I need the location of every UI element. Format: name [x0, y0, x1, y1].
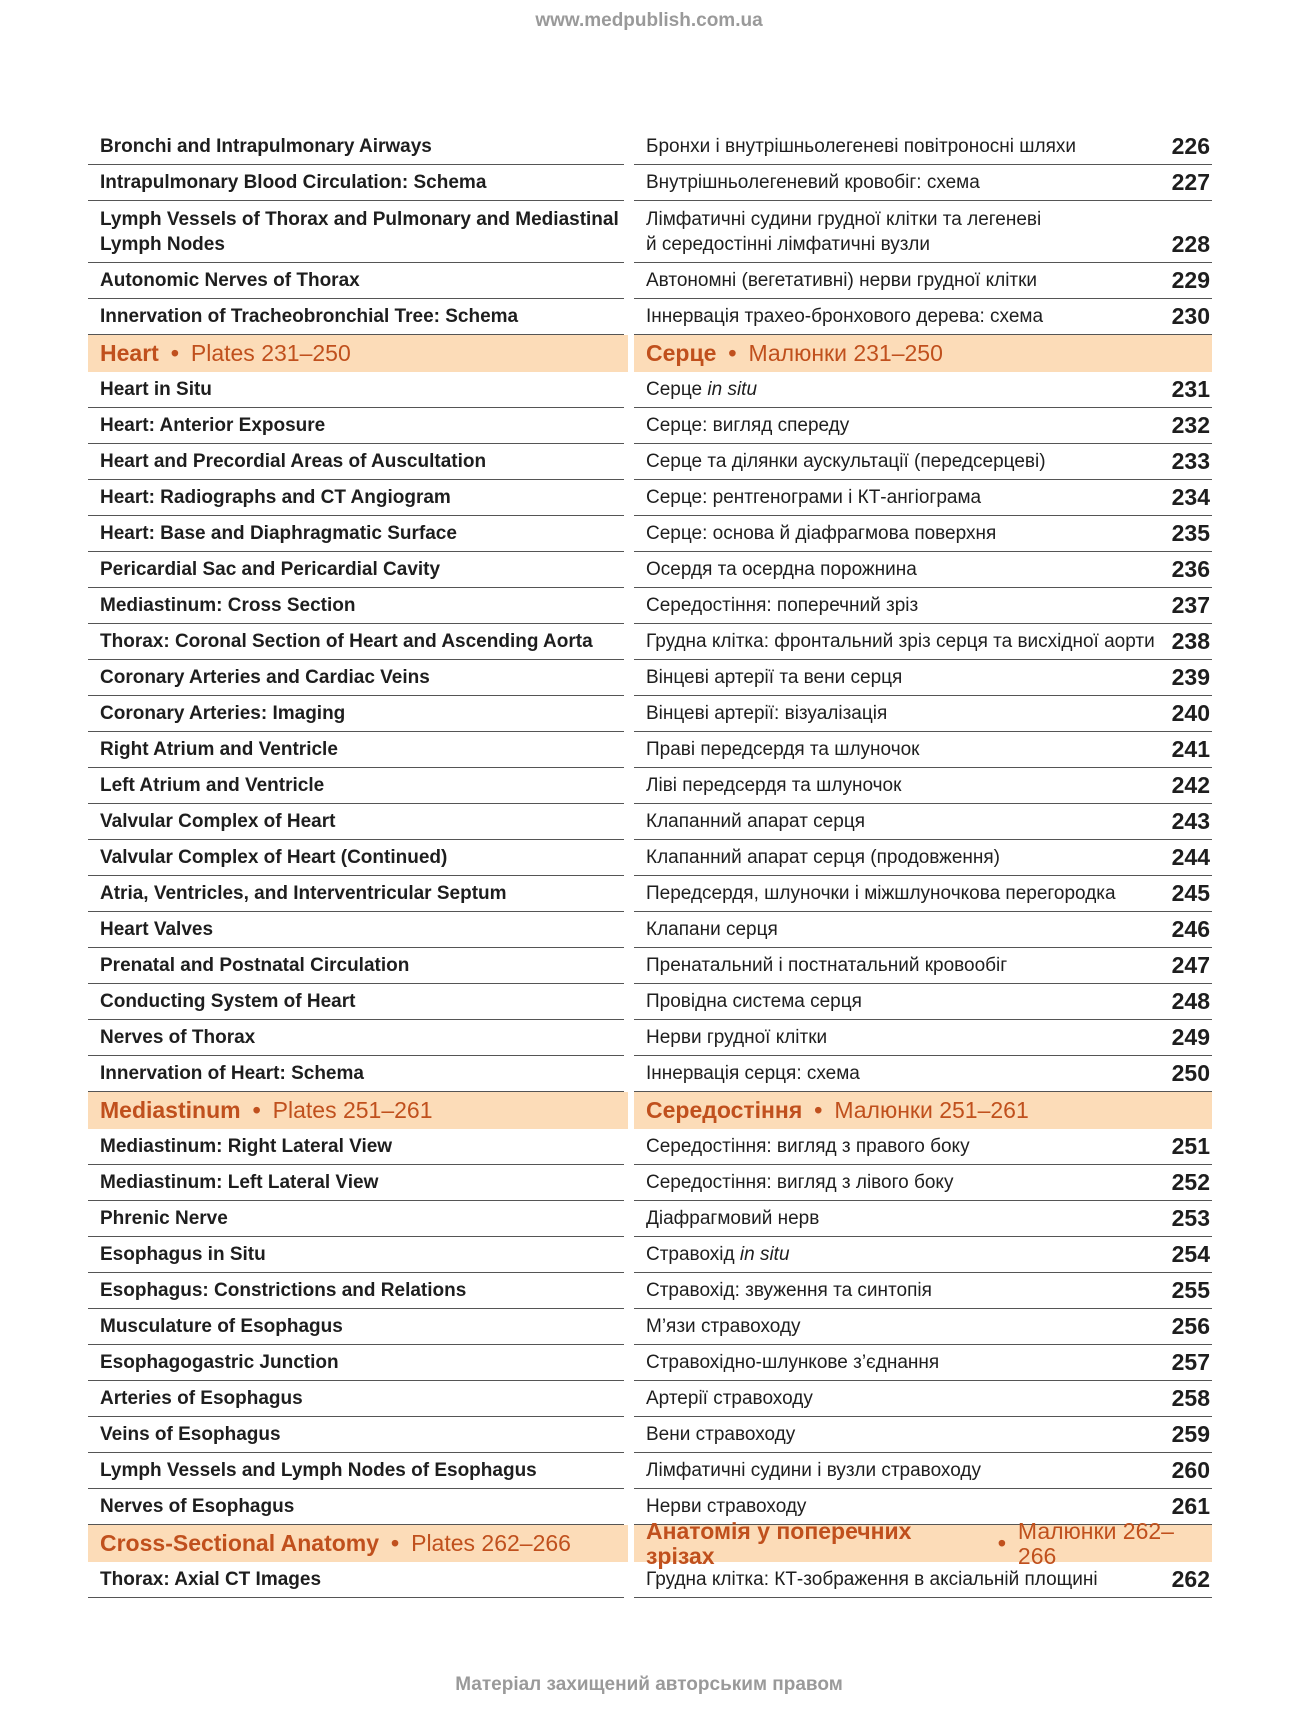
toc-entry-row	[88, 1201, 1212, 1237]
entry-title-en	[88, 1056, 624, 1092]
entry-title-en-text: Heart Valves	[100, 919, 214, 940]
entry-title-uk-text: Серце	[646, 379, 703, 400]
entry-title-uk	[634, 984, 1212, 1020]
section-header-row	[88, 1517, 1212, 1569]
entry-title-en	[88, 408, 624, 444]
entry-title-uk	[634, 876, 1212, 912]
page-number: 244	[1171, 844, 1210, 870]
entry-title-en-text: Mediastinum: Left Lateral View	[100, 1172, 379, 1193]
page-number: 227	[1171, 169, 1210, 195]
entry-title-uk-text: Стравохід: звуження та синтопія	[646, 1280, 932, 1301]
section-title-en: Mediastinum	[100, 1097, 241, 1123]
entry-title-uk-text: Внутрішньолегеневий кровобіг: схема	[646, 172, 980, 193]
entry-title-en-text: Coronary Arteries and Cardiac Veins	[100, 667, 430, 688]
entry-title-en-text: Mediastinum: Cross Section	[100, 595, 356, 616]
toc-entry-row	[88, 1417, 1212, 1453]
entry-title-en-text: Conducting System of Heart	[100, 991, 356, 1012]
entry-title-en	[88, 948, 624, 984]
section-title-en: Cross-Sectional Anatomy	[100, 1530, 380, 1556]
page-number: 237	[1171, 592, 1210, 618]
entry-title-en-text: Bronchi and Intrapulmonary Airways	[100, 136, 432, 157]
page-number: 262	[1171, 1566, 1210, 1592]
entry-title-en	[88, 1201, 624, 1237]
entry-title-uk-text: Артерії стравоходу	[646, 1388, 813, 1409]
bullet-dot-icon: •	[391, 1530, 400, 1556]
bullet-dot-icon: •	[814, 1097, 823, 1123]
page-number: 250	[1171, 1060, 1210, 1086]
toc-entry-row	[88, 1381, 1212, 1417]
entry-title-uk	[634, 948, 1212, 984]
entry-title-en-text: Thorax: Coronal Section of Heart and Ascending Aorta	[100, 631, 593, 652]
entry-title-uk-text: М’язи стравоходу	[646, 1316, 801, 1337]
page-number: 232	[1171, 412, 1210, 438]
page-number: 239	[1171, 664, 1210, 690]
section-plates-uk: Малюнки 231–250	[748, 340, 943, 366]
entry-title-uk-text: Автономні (вегетативні) нерви грудної клітки	[646, 270, 1038, 291]
entry-title-uk-text: Вінцеві артерії: візуалізація	[646, 703, 888, 724]
entry-title-uk	[634, 165, 1212, 201]
entry-title-uk-text: Лімфатичні судини і вузли стравоходу	[646, 1460, 981, 1481]
entry-title-uk-text: Серце та ділянки аускультації (передсерцеві)	[646, 451, 1046, 472]
page-number: 229	[1171, 267, 1210, 293]
entry-title-uk	[634, 1417, 1212, 1453]
toc-entry-row	[88, 165, 1212, 201]
entry-title-en	[88, 1129, 624, 1165]
entry-title-en-text: Esophagogastric Junction	[100, 1352, 339, 1373]
entry-title-en	[88, 840, 624, 876]
entry-title-en	[88, 912, 624, 948]
section-header-row	[88, 1092, 1212, 1129]
entry-title-uk-text: Діафрагмовий нерв	[646, 1208, 820, 1229]
entry-title-uk-text: Клапанний апарат серця	[646, 811, 865, 832]
entry-title-en-text: Heart: Radiographs and CT Angiogram	[100, 487, 451, 508]
toc-entry-row	[88, 696, 1212, 732]
entry-title-uk-text: Клапанний апарат серця (продовження)	[646, 847, 1001, 868]
entry-title-uk-text: Серце: основа й діафрагмова поверхня	[646, 523, 997, 544]
page-number: 259	[1171, 1421, 1210, 1447]
section-plates-en: Plates 262–266	[411, 1530, 571, 1556]
entry-title-en-text: Coronary Arteries: Imaging	[100, 703, 346, 724]
entry-title-uk-text: Грудна клітка: фронтальний зріз серця та висхідної аорти	[646, 631, 1155, 652]
section-header-en	[88, 1525, 628, 1562]
entry-title-uk-line1: Лімфатичні судини грудної клітки та легеневі	[646, 209, 1042, 230]
toc-entry-row	[88, 1237, 1212, 1273]
entry-title-en	[88, 1345, 624, 1381]
section-plates-uk: Малюнки 251–261	[834, 1097, 1029, 1123]
page-number: 248	[1171, 988, 1210, 1014]
section-header-row	[88, 335, 1212, 372]
page-number: 243	[1171, 808, 1210, 834]
entry-title-en	[88, 444, 624, 480]
toc-entry-row	[88, 768, 1212, 804]
section-header-en	[88, 335, 628, 372]
bullet-dot-icon: •	[252, 1097, 261, 1123]
page-number: 251	[1171, 1133, 1210, 1159]
entry-title-uk	[634, 588, 1212, 624]
page-number: 256	[1171, 1313, 1210, 1339]
entry-title-en	[88, 1237, 624, 1273]
entry-title-uk-italic: in situ	[707, 379, 758, 400]
entry-title-en-text: Nerves of Esophagus	[100, 1496, 295, 1517]
entry-title-uk-text: Вінцеві артерії та вени серця	[646, 667, 903, 688]
entry-title-uk	[634, 696, 1212, 732]
entry-title-uk-text: Середостіння: поперечний зріз	[646, 595, 919, 616]
toc-entry-row	[88, 1056, 1212, 1092]
entry-title-uk	[634, 201, 1212, 263]
page-number: 247	[1171, 952, 1210, 978]
entry-title-uk-text: Осердя та осердна порожнина	[646, 559, 917, 580]
section-header-uk	[634, 1092, 1212, 1129]
entry-title-en	[88, 1562, 624, 1598]
entry-title-uk	[634, 1309, 1212, 1345]
entry-title-en-text: Atria, Ventricles, and Interventricular Septum	[100, 883, 507, 904]
entry-title-en-text: Heart in Situ	[100, 379, 212, 400]
page-number: 255	[1171, 1277, 1210, 1303]
entry-title-uk-text: Іннервація трахео-бронхового дерева: схема	[646, 306, 1044, 327]
section-header-uk	[634, 1517, 1212, 1569]
page-number: 230	[1171, 303, 1210, 329]
entry-title-uk	[634, 1381, 1212, 1417]
entry-title-uk	[634, 1453, 1212, 1489]
toc-entry-row	[88, 1273, 1212, 1309]
entry-title-en-text: Esophagus in Situ	[100, 1244, 266, 1265]
entry-title-en	[88, 1417, 624, 1453]
toc-entry-row	[88, 201, 1212, 263]
toc-entry-row	[88, 1453, 1212, 1489]
toc-entry-row	[88, 516, 1212, 552]
entry-title-en-text: Arteries of Esophagus	[100, 1388, 303, 1409]
entry-title-en-text: Pericardial Sac and Pericardial Cavity	[100, 559, 441, 580]
entry-title-en-text: Autonomic Nerves of Thorax	[100, 270, 360, 291]
entry-title-en	[88, 1020, 624, 1056]
section-plates-en: Plates 251–261	[272, 1097, 433, 1123]
toc-entry-row	[88, 588, 1212, 624]
entry-title-uk	[634, 408, 1212, 444]
entry-title-uk	[634, 480, 1212, 516]
entry-title-uk	[634, 1056, 1212, 1092]
entry-title-uk	[634, 372, 1212, 408]
entry-title-en-text: Left Atrium and Ventricle	[100, 775, 325, 796]
entry-title-en-text: Mediastinum: Right Lateral View	[100, 1136, 393, 1157]
toc-entry-row	[88, 1020, 1212, 1056]
section-header-uk	[634, 335, 1212, 372]
toc-entry-row	[88, 624, 1212, 660]
copyright-notice: Матеріал захищений авторським правом	[455, 1674, 843, 1695]
toc-entry-row	[88, 1309, 1212, 1345]
section-title-uk: Анатомія у поперечних зрізах	[646, 1517, 912, 1569]
entry-title-en	[88, 1453, 624, 1489]
toc-entry-row	[88, 408, 1212, 444]
entry-title-uk-text: Передсердя, шлуночки і міжшлуночкова перегородка	[646, 883, 1116, 904]
entry-title-uk	[634, 1345, 1212, 1381]
section-plates-en: Plates 231–250	[190, 340, 351, 366]
entry-title-en	[88, 696, 624, 732]
entry-title-en-text: Nerves of Thorax	[100, 1027, 256, 1048]
entry-title-en-line1: Lymph Vessels of Thorax and Pulmonary and Mediastinal	[100, 208, 619, 230]
bullet-dot-icon: •	[170, 340, 179, 366]
toc-entry-row	[88, 372, 1212, 408]
entry-title-uk	[634, 129, 1212, 165]
toc-entry-row	[88, 1345, 1212, 1381]
table-of-contents	[88, 129, 1212, 1598]
entry-title-en	[88, 263, 624, 299]
toc-entry-row	[88, 1129, 1212, 1165]
entry-title-en-text: Right Atrium and Ventricle	[100, 739, 338, 760]
page-number: 236	[1171, 556, 1210, 582]
entry-title-en	[88, 732, 624, 768]
entry-title-uk-line2: й середостінні лімфатичні вузли	[646, 234, 930, 255]
toc-entry-row	[88, 660, 1212, 696]
entry-title-uk	[634, 732, 1212, 768]
entry-title-uk-text: Нерви грудної клітки	[646, 1027, 828, 1048]
entry-title-en-line2: Lymph Nodes	[100, 233, 225, 255]
page-number: 240	[1171, 700, 1210, 726]
entry-title-uk	[634, 1201, 1212, 1237]
entry-title-uk	[634, 1237, 1212, 1273]
entry-title-uk-text: Ліві передсердя та шлуночок	[646, 775, 902, 796]
entry-title-uk-text: Пренатальний і постнатальний кровообіг	[646, 955, 1008, 976]
entry-title-en-text: Valvular Complex of Heart	[100, 811, 336, 832]
entry-title-en-text: Veins of Esophagus	[100, 1424, 281, 1445]
entry-title-en	[88, 299, 624, 335]
toc-entry-row	[88, 876, 1212, 912]
page-number: 249	[1171, 1024, 1210, 1050]
entry-title-en-text: Esophagus: Constrictions and Relations	[100, 1280, 467, 1301]
entry-title-uk-text: Нерви стравоходу	[646, 1496, 807, 1517]
entry-title-en-text: Intrapulmonary Blood Circulation: Schema	[100, 172, 487, 193]
toc-entry-row	[88, 840, 1212, 876]
toc-entry-row	[88, 263, 1212, 299]
page-number: 252	[1171, 1169, 1210, 1195]
entry-title-en-text: Lymph Vessels and Lymph Nodes of Esophagus	[100, 1460, 537, 1481]
toc-entry-row	[88, 804, 1212, 840]
entry-title-en	[88, 624, 624, 660]
toc-entry-row	[88, 732, 1212, 768]
entry-title-en	[88, 804, 624, 840]
entry-title-en-text: Prenatal and Postnatal Circulation	[100, 955, 410, 976]
entry-title-uk-text: Провідна система серця	[646, 991, 862, 1012]
entry-title-uk	[634, 840, 1212, 876]
entry-title-uk-text: Стравохідно-шлункове з’єднання	[646, 1352, 940, 1373]
toc-entry-row	[88, 912, 1212, 948]
page-number: 253	[1171, 1205, 1210, 1231]
entry-title-en	[88, 480, 624, 516]
bullet-dot-icon: •	[728, 340, 737, 366]
entry-title-en	[88, 516, 624, 552]
page-number: 242	[1171, 772, 1210, 798]
entry-title-uk	[634, 624, 1212, 660]
entry-title-uk	[634, 768, 1212, 804]
toc-entry-row	[88, 480, 1212, 516]
entry-title-en-text: Thorax: Axial CT Images	[100, 1569, 322, 1590]
section-header-en	[88, 1092, 628, 1129]
page-number: 238	[1171, 628, 1210, 654]
page-number: 234	[1171, 484, 1210, 510]
page-number: 254	[1171, 1241, 1210, 1267]
page-number: 226	[1171, 133, 1210, 159]
entry-title-en-text: Musculature of Esophagus	[100, 1316, 343, 1337]
entry-title-en-text: Innervation of Heart: Schema	[100, 1063, 364, 1084]
page-number: 260	[1171, 1457, 1210, 1483]
entry-title-uk-text: Грудна клітка: КТ-зображення в аксіальній площині	[646, 1569, 1098, 1590]
section-title-uk: Середостіння	[646, 1097, 803, 1123]
entry-title-uk	[634, 912, 1212, 948]
bullet-dot-icon: •	[997, 1530, 1006, 1556]
entry-title-uk-text: Вени стравоходу	[646, 1424, 796, 1445]
section-title-uk: Серце	[646, 340, 717, 366]
entry-title-uk-text: Серце: рентгенограми і КТ-ангіограма	[646, 487, 982, 508]
entry-title-uk-text: Клапани серця	[646, 919, 778, 940]
entry-title-uk	[634, 1273, 1212, 1309]
entry-title-uk-text: Середостіння: вигляд з лівого боку	[646, 1172, 954, 1193]
entry-title-uk	[634, 299, 1212, 335]
entry-title-en-text: Innervation of Tracheobronchial Tree: Schema	[100, 306, 519, 327]
entry-title-en-text: Heart: Base and Diaphragmatic Surface	[100, 523, 457, 544]
entry-title-uk	[634, 1562, 1212, 1598]
toc-entry-row	[88, 299, 1212, 335]
entry-title-uk	[634, 444, 1212, 480]
entry-title-en	[88, 588, 624, 624]
page-number: 257	[1171, 1349, 1210, 1375]
page-number: 231	[1171, 376, 1210, 402]
section-title-en: Heart	[100, 340, 159, 366]
entry-title-en-text: Heart: Anterior Exposure	[100, 415, 326, 436]
toc-entry-row	[88, 948, 1212, 984]
entry-title-uk	[634, 1020, 1212, 1056]
toc-entry-row	[88, 984, 1212, 1020]
page-number: 228	[1171, 231, 1210, 257]
entry-title-en	[88, 1381, 624, 1417]
entry-title-en	[88, 984, 624, 1020]
entry-title-uk-text: Праві передсердя та шлуночок	[646, 739, 920, 760]
page-number: 261	[1171, 1493, 1210, 1519]
toc-entry-row	[88, 129, 1212, 165]
entry-title-en	[88, 165, 624, 201]
header-url: www.medpublish.com.ua	[535, 10, 763, 31]
toc-entry-row	[88, 1562, 1212, 1598]
entry-title-en	[88, 1165, 624, 1201]
entry-title-uk	[634, 804, 1212, 840]
entry-title-uk	[634, 516, 1212, 552]
page-number: 246	[1171, 916, 1210, 942]
entry-title-en-text: Phrenic Nerve	[100, 1208, 228, 1229]
entry-title-uk	[634, 1165, 1212, 1201]
entry-title-uk	[634, 552, 1212, 588]
page-number: 233	[1171, 448, 1210, 474]
entry-title-en	[88, 372, 624, 408]
entry-title-uk	[634, 263, 1212, 299]
entry-title-en	[88, 201, 624, 263]
entry-title-uk-text: Бронхи і внутрішньолегеневі повітроносні шляхи	[646, 136, 1077, 157]
section-plates-uk: Малюнки 262–266	[1017, 1517, 1174, 1569]
entry-title-en	[88, 1309, 624, 1345]
page-number: 235	[1171, 520, 1210, 546]
entry-title-en	[88, 1489, 624, 1525]
entry-title-uk	[634, 660, 1212, 696]
entry-title-en	[88, 1273, 624, 1309]
entry-title-en	[88, 129, 624, 165]
entry-title-uk-text: Серце: вигляд спереду	[646, 415, 850, 436]
entry-title-uk	[634, 1129, 1212, 1165]
entry-title-uk-italic: in situ	[739, 1244, 790, 1265]
entry-title-en	[88, 552, 624, 588]
page-number: 245	[1171, 880, 1210, 906]
entry-title-en-text: Valvular Complex of Heart (Continued)	[100, 847, 448, 868]
entry-title-uk-text: Стравохід	[646, 1244, 735, 1265]
entry-title-uk-text: Середостіння: вигляд з правого боку	[646, 1136, 970, 1157]
toc-entry-row	[88, 1165, 1212, 1201]
toc-entry-row	[88, 444, 1212, 480]
page-number: 258	[1171, 1385, 1210, 1411]
toc-entry-row	[88, 552, 1212, 588]
entry-title-en-text: Heart and Precordial Areas of Auscultation	[100, 451, 487, 472]
page-number: 241	[1171, 736, 1210, 762]
entry-title-uk-text: Іннервація серця: схема	[646, 1063, 860, 1084]
entry-title-en	[88, 660, 624, 696]
entry-title-en	[88, 768, 624, 804]
entry-title-en	[88, 876, 624, 912]
